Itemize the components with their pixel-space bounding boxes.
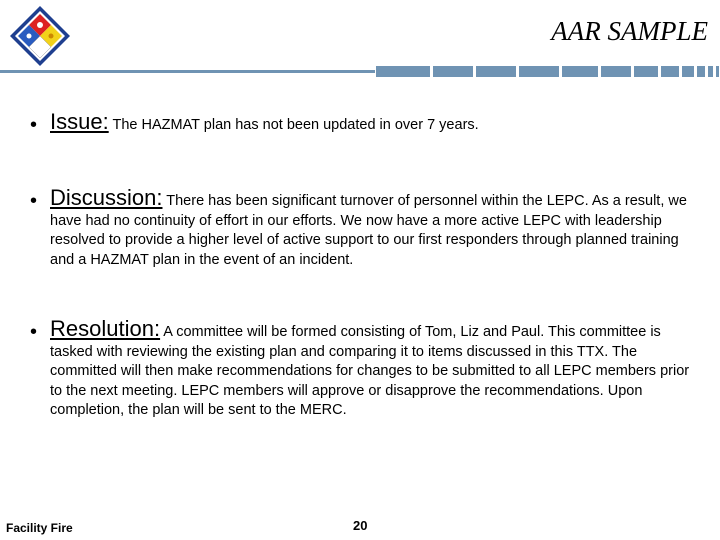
bullet-heading: Issue:	[50, 109, 109, 134]
bullet-body: The HAZMAT plan has not been updated in over 7 years.	[108, 117, 479, 133]
bullet-text	[50, 185, 695, 270]
bullet-discussion	[30, 185, 695, 270]
bullet-text	[50, 109, 479, 136]
hazmat-emblem-icon	[9, 5, 71, 67]
bullet-body: There has been significant turnover of personnel within the LEPC. As a result, we have had no continuity of effort in our efforts. We now have a more active LEPC with leadership resolved to provide a higher level of active support to our first responders through planned training and a HAZMAT plan in the event of an incident.	[50, 193, 687, 268]
page-number: 20	[353, 518, 368, 533]
bullet-issue	[30, 109, 479, 136]
bullet-dot: •	[30, 190, 38, 212]
bullet-body: A committee will be formed consisting of Tom, Liz and Paul. This committee is tasked with reviewing the existing plan and comparing it to items discussed in this TTX. The committed will then make recommendations for changes to be submitted to all LEPC members prior to the next meeting. LEPC members will approve or disapprove the recommendations. Upon completion, the plan will be sent to the MERC.	[50, 324, 690, 419]
bullet-dot: •	[30, 321, 38, 343]
bullet-resolution	[30, 316, 695, 421]
bullet-text	[50, 316, 695, 421]
bullet-dot: •	[30, 114, 38, 136]
header-accent-bar	[0, 66, 720, 77]
footer-label: Facility Fire	[6, 521, 73, 535]
page-title: AAR SAMPLE	[551, 16, 708, 46]
bullet-heading: Discussion:	[50, 185, 163, 210]
bullet-heading: Resolution:	[50, 316, 161, 341]
